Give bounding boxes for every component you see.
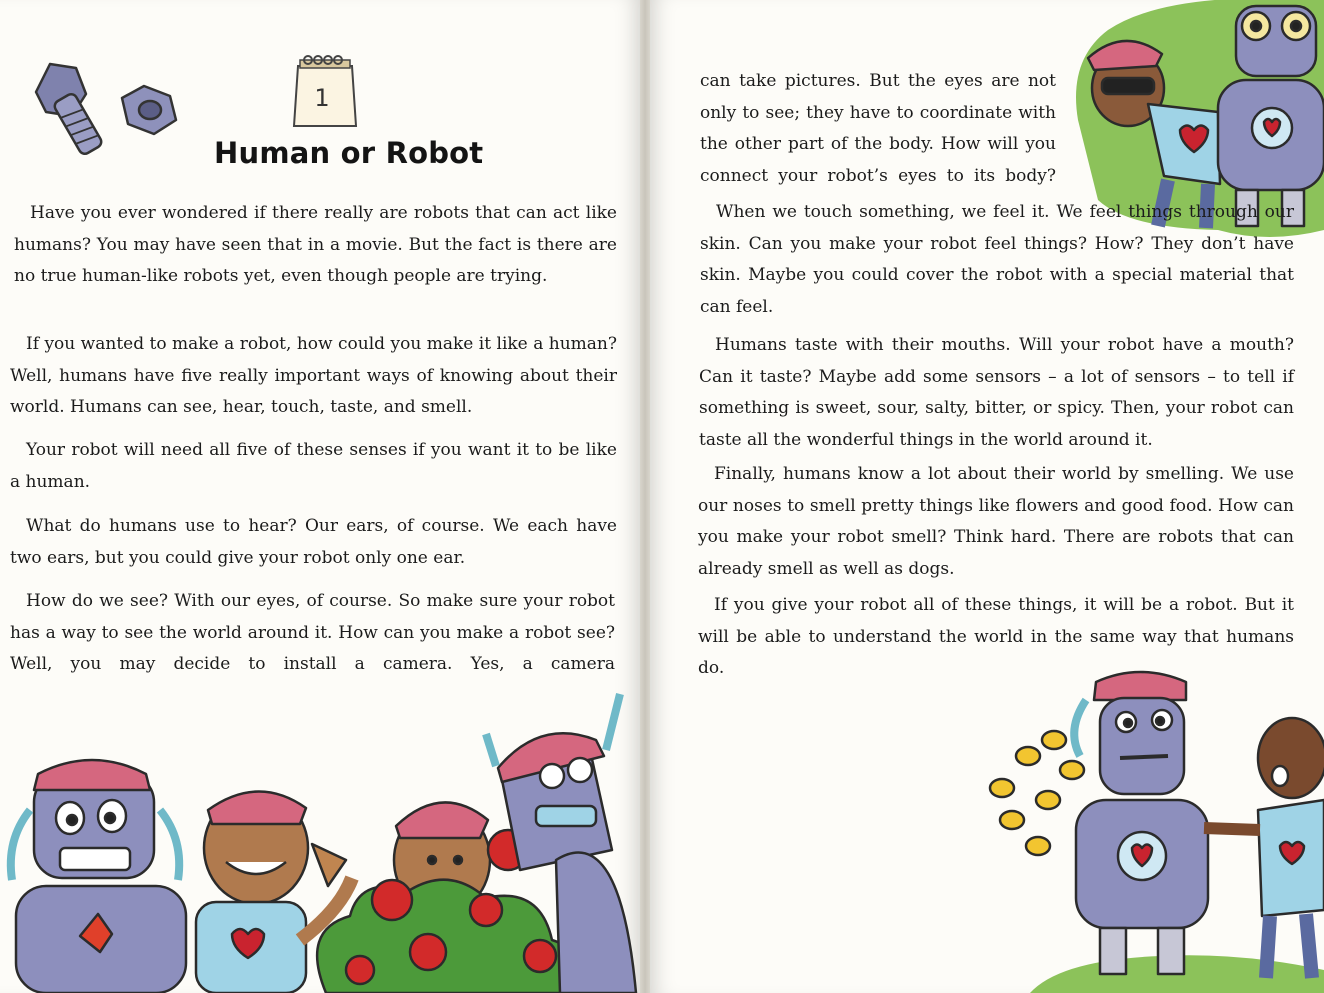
paragraph-6: can take pictures. But the eyes are not only to see; they have to coordinate with the other part of the body. How will you connect your robot’s eyes to its body? (700, 71, 1056, 186)
paragraph-9: Finally, humans know a lot about their world by smelling. We use our noses to smell pretty things like flowers and good food. How can you make your robot smell? Think hard. There are robots that can already smell as well as dogs. (698, 464, 1294, 579)
paragraph-8: Humans taste with their mouths. Will your robot have a mouth? Can it taste? Maybe add some sensors – a lot of sensors – to tell if something is sweet, sour, salty, bitter, or spicy. Then, your robot can taste all the wonderful things in the world around it. (699, 335, 1294, 450)
kids-and-robots-illustration (0, 690, 640, 993)
chapter-number: 1 (314, 84, 330, 112)
paragraph-2: If you wanted to make a robot, how could you make it like a human? Well, humans have five really important ways of knowing about their world. Humans can see, hear, touch, taste, and smell. (10, 334, 617, 417)
paragraph-7: When we touch something, we feel it. We feel things through our skin. Can you make your robot feel things? How? They don’t have skin. Maybe you could cover the robot with a special material that can feel. (700, 202, 1294, 317)
robot-bees-illustration (940, 660, 1324, 993)
paragraph-4: What do humans use to hear? Our ears, of course. We each have two ears, but you could give your robot only one ear. (10, 516, 617, 568)
chapter-title: Human or Robot (214, 136, 484, 170)
paragraph-3: Your robot will need all five of these senses if you want it to be like a human. (10, 440, 617, 492)
paragraph-1: Have you ever wondered if there really are robots that can act like humans? You may have seen that in a movie. But the fact is there are no true human-like robots yet, even though people are trying. (14, 203, 617, 286)
book-gutter (640, 0, 650, 993)
paragraph-5: How do we see? With our eyes, of course. So make sure your robot has a way to see the world around it. How can you make a robot see? Well, you may decide to install a camera. Yes, a camera (10, 591, 615, 674)
calendar-icon (290, 52, 362, 130)
left-page (0, 0, 640, 993)
paragraph-10: If you give your robot all of these things, it will be a robot. But it will be able to understand the world in the same way that humans do. (698, 595, 1294, 678)
bolt-and-nut-icon (28, 58, 184, 168)
right-page (650, 0, 1324, 993)
